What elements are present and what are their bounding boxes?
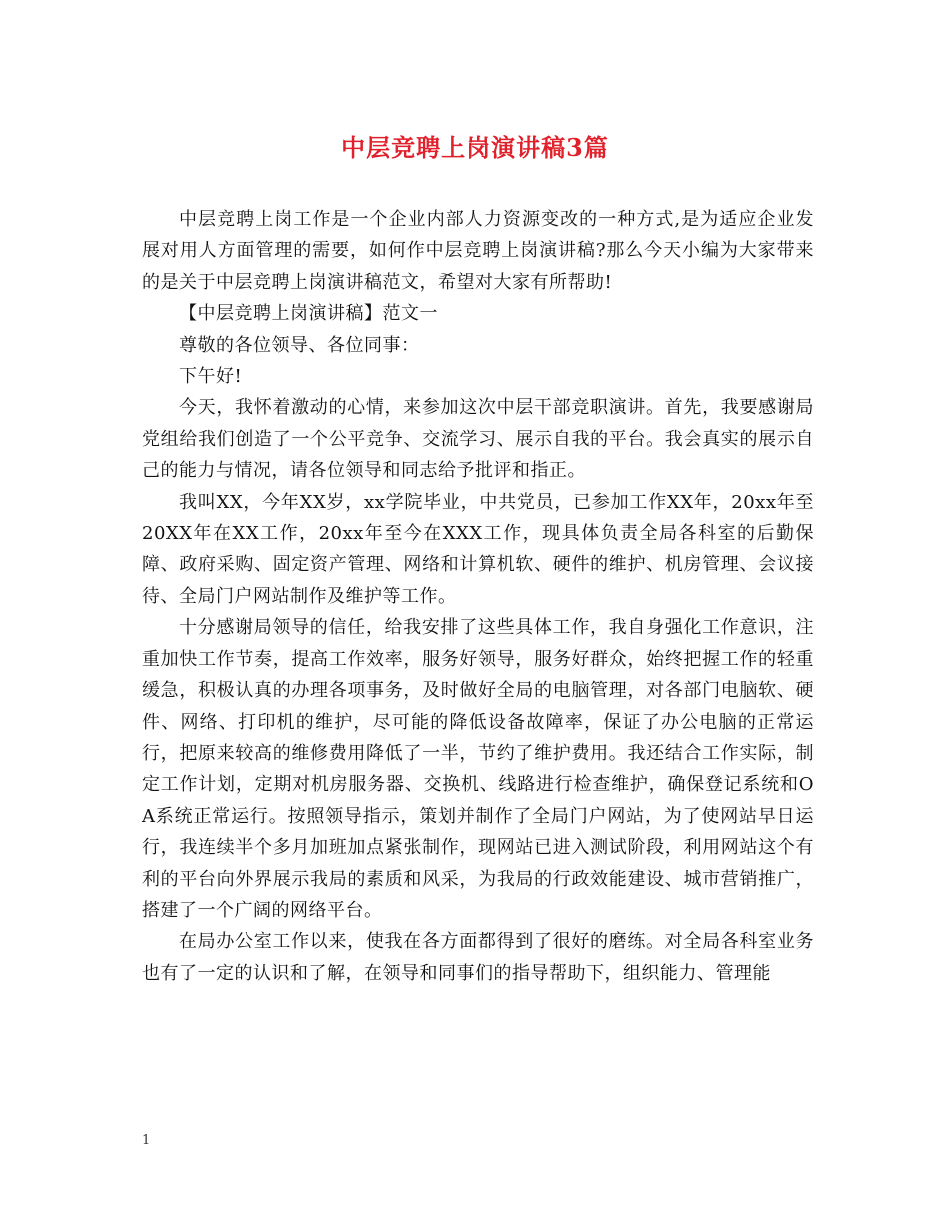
document-title: 中层竞聘上岗演讲稿3篇 (341, 133, 609, 162)
paragraph-intro: 中层竞聘上岗工作是一个企业内部人力资源变改的一种方式,是为适应企业发展对用人方面管理的需要，如何作中层竞聘上岗演讲稿?那么今天小编为大家带来的是关于中层竞聘上岗演讲稿范文，希望对大家有所帮助! (142, 209, 814, 293)
paragraph-opening: 今天，我怀着激动的心情，来参加这次中层干部竞职演讲。首先，我要感谢局党组给我们创造了一个公平竞争、交流学习、展示自我的平台。我会真实的展示自己的能力与情况，请各位领导和同志给予批评和指正。 (142, 397, 814, 482)
paragraph-section-heading: 【中层竞聘上岗演讲稿】范文一 (179, 303, 438, 325)
paragraph-salutation: 尊敬的各位领导、各位同事： (179, 334, 420, 356)
paragraph-experience: 在局办公室工作以来，使我在各方面都得到了很好的磨练。对全局各科室业务也有了一定的认识和了解，在领导和同事们的指导帮助下，组织能力、管理能 (142, 931, 814, 984)
paragraph-work-summary: 十分感谢局领导的信任，给我安排了这些具体工作，我自身强化工作意识，注重加快工作节奏，提高工作效率，服务好领导，服务好群众，始终把握工作的轻重缓急，积极认真的办理各项事务，及时做好全局的电脑管理，对各部门电脑软、硬件、网络、打印机的维护，尽可能的降低设备故障率，保证了办公电脑的正常运行，把原来较高的维修费用降低了一半，节约了维护费用。我还结合工作实际，制定工作计划，定期对机房服务器、交换机、线路进行检查维护，确保登记系统和OA系统正常运行。按照领导指示，策划并制作了全局门户网站，为了使网站早日运行，我连续半个多月加班加点紧张制作，现网站已进入测试阶段，利用网站这个有利的平台向外界展示我局的素质和风采，为我局的行政效能建设、城市营销推广，搭建了一个广阔的网络平台。 (142, 617, 814, 921)
document-body (142, 204, 814, 989)
paragraph-self-introduction: 我叫XX，今年XX岁，xx学院毕业，中共党员，已参加工作XX年，20xx年至20XX年在XX工作，20xx年至今在XXX工作，现具体负责全局各科室的后勤保障、政府采购、固定资产管理、网络和计算机软、硬件的维护、机房管理、会议接待、全局门户网站制作及维护等工作。 (142, 491, 814, 607)
page-number: 1 (142, 1133, 151, 1148)
paragraph-greeting: 下午好! (179, 366, 243, 388)
